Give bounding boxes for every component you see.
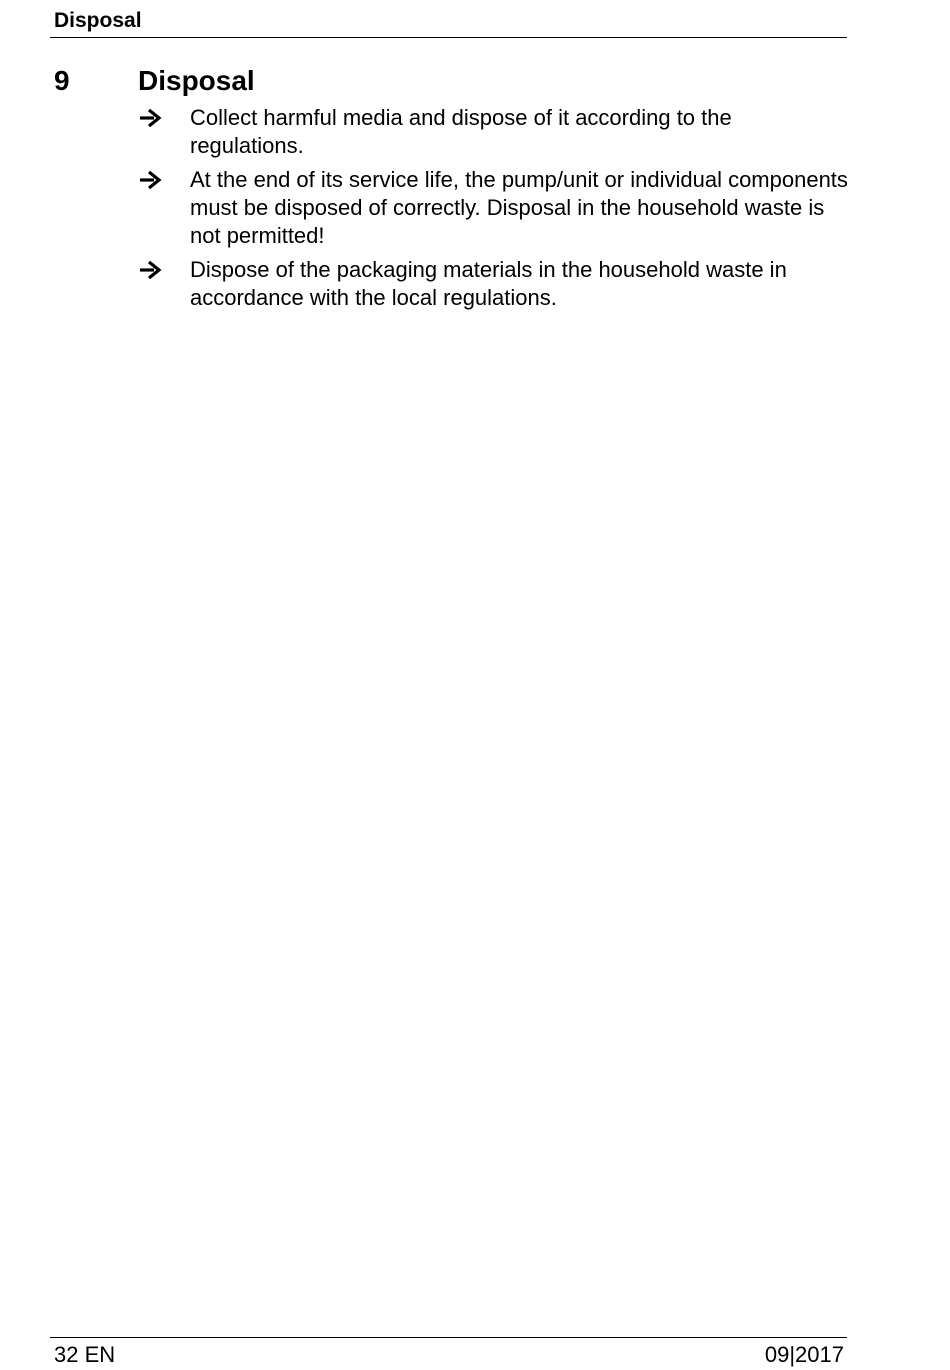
section-title: Disposal — [138, 65, 255, 96]
instruction-item — [138, 104, 848, 160]
document-date: 09|2017 — [764, 1342, 844, 1367]
page-number: 32 EN — [54, 1342, 116, 1367]
instruction-text: At the end of its service life, the pump/unit or individual components must be disposed of correctly. Disposal in the household waste is not permitted! — [190, 167, 848, 248]
arrow-right-icon — [138, 166, 164, 194]
instruction-item — [138, 166, 848, 250]
instruction-text: Dispose of the packaging materials in the household waste in accordance with the local regulations. — [190, 257, 787, 310]
running-header-title: Disposal — [54, 9, 142, 32]
section-number: 9 — [54, 65, 70, 96]
instruction-item — [138, 256, 848, 312]
instruction-text: Collect harmful media and dispose of it according to the regulations. — [190, 105, 732, 158]
header-divider — [50, 37, 847, 38]
arrow-right-icon — [138, 104, 164, 132]
instruction-list — [138, 104, 848, 318]
arrow-right-icon — [138, 256, 164, 284]
section-heading — [54, 64, 844, 100]
footer-divider — [50, 1337, 847, 1338]
